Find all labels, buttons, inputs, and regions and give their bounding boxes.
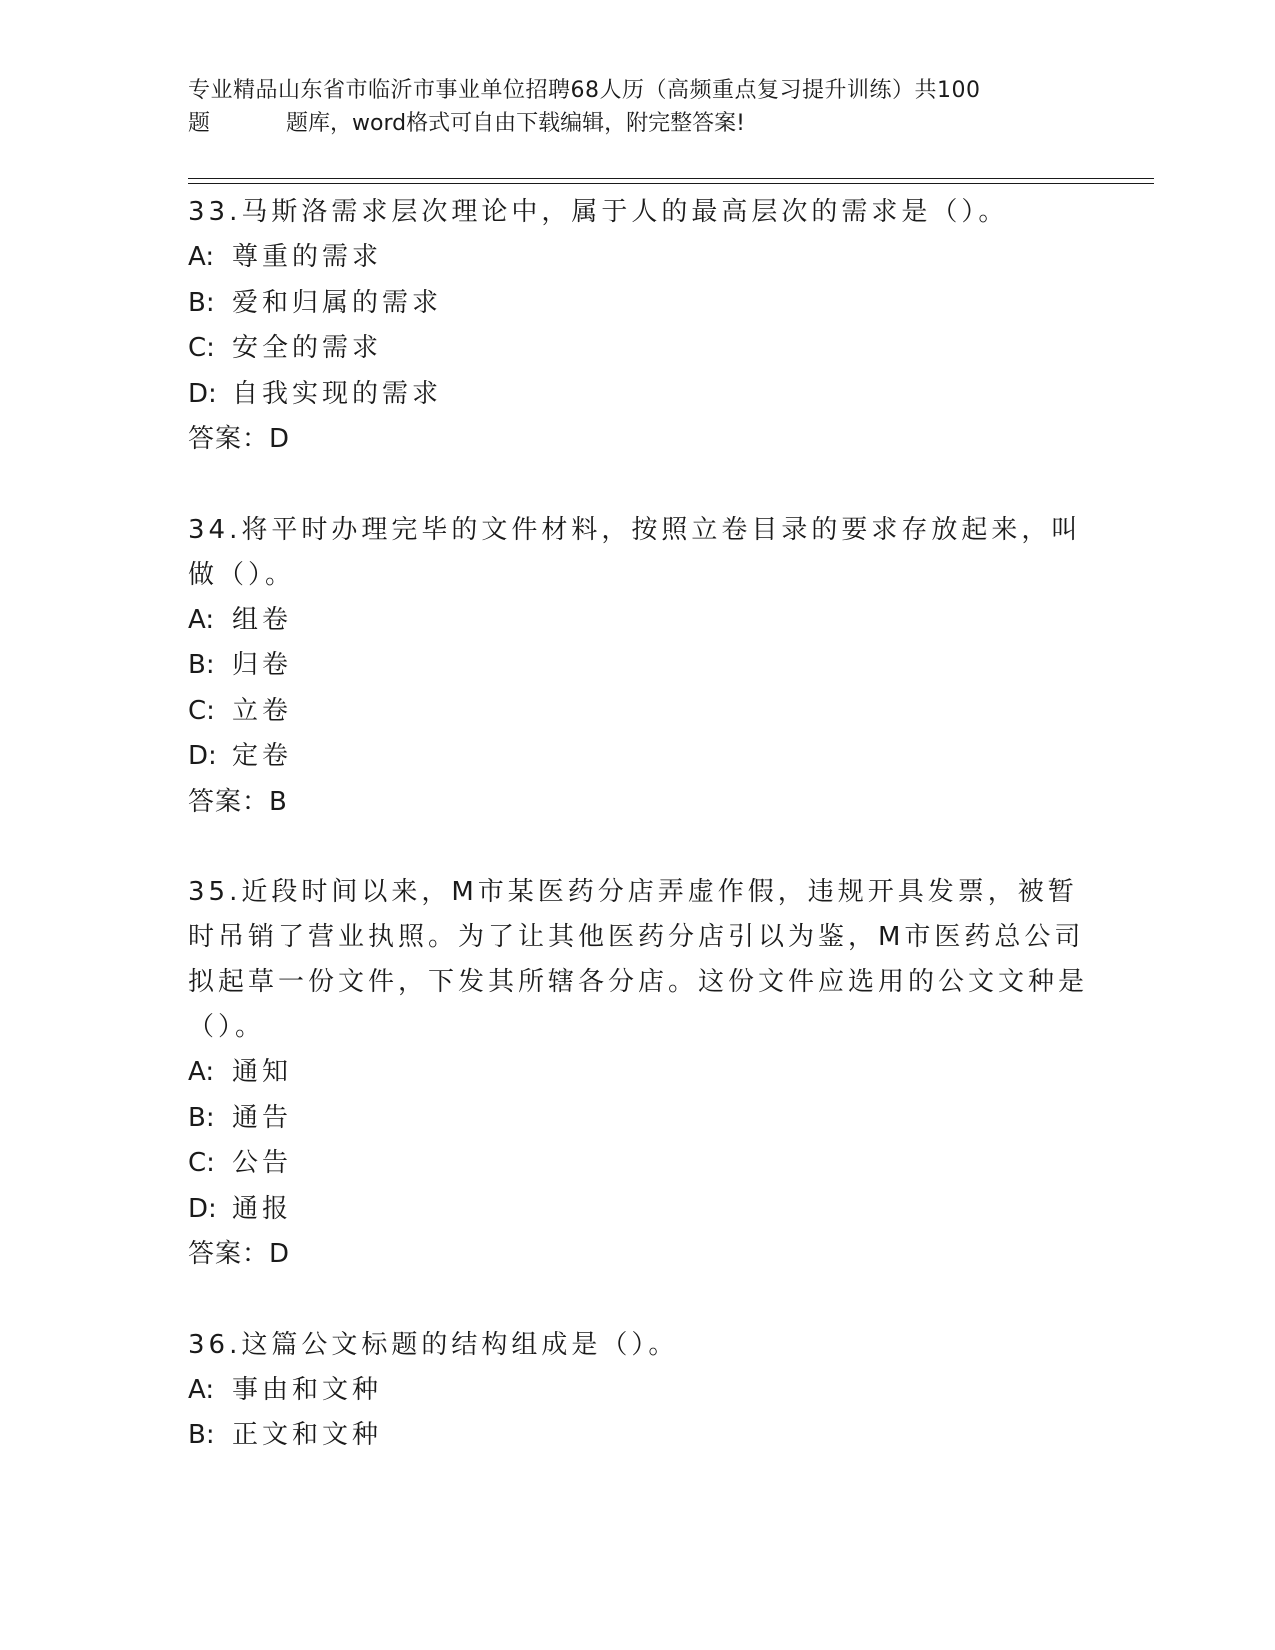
question-33 <box>188 190 1088 463</box>
option-b <box>188 281 1088 327</box>
option-b <box>188 643 1088 689</box>
option-letter: C: <box>188 1148 215 1178</box>
option-text: 事由和文种 <box>232 1374 383 1405</box>
option-text: 爱和归属的需求 <box>232 287 443 318</box>
option-letter: B: <box>188 287 215 318</box>
document-header <box>188 74 1088 140</box>
question-text: 35.近段时间以来，M市某医药分店弄虚作假，违规开具发票，被暂时吊销了营业执照。为了让其他医药分店引以为鉴，M市医药总公司拟起草一份文件，下发其所辖各分店。这份文件应选用的公文文种是（）。 <box>188 877 1089 1042</box>
option-b <box>188 1413 1088 1459</box>
option-text: 通告 <box>232 1102 293 1133</box>
option-letter: B: <box>188 650 215 680</box>
option-text: 安全的需求 <box>232 333 383 363</box>
option-text: 组卷 <box>232 604 293 635</box>
question-35 <box>188 870 1088 1278</box>
question-list <box>188 190 1088 1459</box>
option-letter: B: <box>188 1420 215 1450</box>
header-divider-bottom <box>188 183 1154 184</box>
option-text: 归卷 <box>232 650 293 680</box>
question-text: 34.将平时办理完毕的文件材料，按照立卷目录的要求存放起来，叫做（）。 <box>188 514 1082 590</box>
question-text: 33.马斯洛需求层次理论中，属于人的最高层次的需求是（）。 <box>188 197 1009 227</box>
option-letter: A: <box>188 1374 215 1405</box>
option-b <box>188 1096 1088 1142</box>
header-title-line1: 专业精品山东省市临沂市事业单位招聘68人历（高频重点复习提升训练）共100 <box>188 78 981 103</box>
header-divider-top <box>188 178 1154 179</box>
option-c <box>188 689 1088 735</box>
answer-line: 答案：D <box>188 1239 291 1269</box>
option-a <box>188 1368 1088 1414</box>
option-text: 正文和文种 <box>232 1420 383 1450</box>
question-text: 36.这篇公文标题的结构组成是（）。 <box>188 1329 679 1360</box>
option-c <box>188 326 1088 372</box>
answer-line: 答案：B <box>188 786 288 817</box>
option-letter: A: <box>188 604 215 635</box>
option-letter: B: <box>188 1102 215 1133</box>
header-title-line2-right: 题库，word格式可自由下载编辑，附完整答案! <box>286 111 745 136</box>
header-title-line2-left: 题 <box>188 111 211 136</box>
option-text: 通报 <box>232 1193 293 1224</box>
option-d <box>188 372 1088 418</box>
option-d <box>188 734 1088 780</box>
option-letter: A: <box>188 242 215 272</box>
question-36 <box>188 1323 1088 1459</box>
option-a <box>188 235 1088 281</box>
question-34 <box>188 508 1088 826</box>
option-letter: C: <box>188 695 215 726</box>
option-text: 立卷 <box>232 695 293 726</box>
option-text: 自我实现的需求 <box>232 378 443 409</box>
option-letter: C: <box>188 333 215 363</box>
option-text: 公告 <box>232 1148 293 1178</box>
header-title-line2 <box>188 107 1088 140</box>
option-letter: D: <box>188 741 217 771</box>
option-d <box>188 1187 1088 1233</box>
answer-line: 答案：D <box>188 424 291 454</box>
option-letter: D: <box>188 378 217 409</box>
option-letter: A: <box>188 1057 215 1087</box>
option-a <box>188 598 1088 644</box>
option-a <box>188 1050 1088 1096</box>
option-text: 定卷 <box>232 741 293 771</box>
option-c <box>188 1141 1088 1187</box>
option-letter: D: <box>188 1193 217 1224</box>
option-text: 通知 <box>232 1057 293 1087</box>
option-text: 尊重的需求 <box>232 242 383 272</box>
